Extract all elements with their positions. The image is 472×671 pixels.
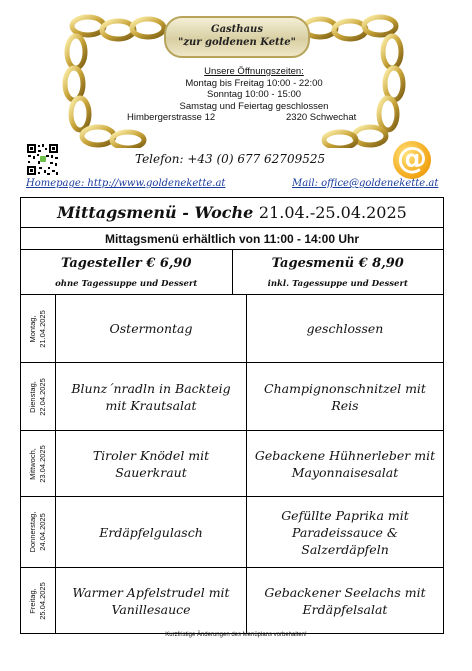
day-label xyxy=(21,431,56,496)
hours-line: Montag bis Freitag 10:00 - 22:00 xyxy=(185,77,323,89)
lunch-menu-table xyxy=(20,197,444,634)
day-date: 21.04.2025 xyxy=(38,309,47,348)
day-label xyxy=(21,497,56,567)
street: Himbergerstrasse 12 xyxy=(127,112,216,123)
menu-title xyxy=(21,198,443,228)
opening-hours-title: Unsere Öffnungszeiten: xyxy=(204,66,304,77)
dish-tagesteller: Tiroler Knödel mit Sauerkraut xyxy=(56,431,247,496)
restaurant-name-line1: Gasthaus xyxy=(211,24,263,35)
dish-tagesteller: Erdäpfelgulasch xyxy=(56,497,247,567)
day-date: 23.04.2025 xyxy=(38,444,47,483)
dish-tagesteller: Blunz´nradln in Backteig mit Krautsalat xyxy=(56,363,247,430)
hours-line: Samstag und Feiertag geschlossen xyxy=(179,100,329,112)
day-name: Dienstag, xyxy=(28,380,37,413)
day-row-monday xyxy=(21,295,443,363)
hours-line: Sonntag 10:00 - 15:00 xyxy=(206,89,302,100)
day-date: 25.04.2025 xyxy=(38,581,47,620)
day-date: 22.04.2025 xyxy=(38,377,47,416)
dish-tagesmenue: Champignonschnitzel mit Reis xyxy=(264,380,426,413)
footer-note: Kurzfristige Änderungen des Menüplans vorbehalten! xyxy=(165,632,307,638)
dish-tagesteller: Ostermontag xyxy=(56,295,247,362)
day-row-wednesday xyxy=(21,431,443,497)
dish-tagesteller: Warmer Apfelstrudel mit Vanillesauce xyxy=(56,568,247,633)
phone-number: Telefon: +43 (0) 677 62709525 xyxy=(135,152,326,166)
dish-tagesmenue: geschlossen xyxy=(306,321,384,336)
day-label xyxy=(21,568,56,633)
col-tagesteller xyxy=(21,250,233,294)
qr-code xyxy=(26,143,59,176)
dish-tagesmenue: Gebackene Hühnerleber mit Mayonnaisesalat xyxy=(254,447,436,480)
menu-dates: 21.04.-25.04.2025 xyxy=(258,203,407,222)
day-row-friday xyxy=(21,568,443,633)
col-tagesmenue xyxy=(233,250,444,294)
day-name: Freitag, xyxy=(28,587,37,614)
dish-tagesmenue: Gefüllte Paprika mit Paradeissauce & Salzerdäpfeln xyxy=(281,507,409,557)
col1-header: Tagesteller € 6,90 xyxy=(60,256,192,271)
menu-title-text: Mittagsmenü - Woche xyxy=(57,203,254,222)
day-name: Montag, xyxy=(28,314,37,343)
day-row-tuesday xyxy=(21,363,443,431)
dish-tagesmenue: Gebackener Seelachs mit Erdäpfelsalat xyxy=(264,584,426,617)
restaurant-name-plaque xyxy=(164,16,310,58)
at-sign-icon: @ xyxy=(393,141,431,179)
menu-availability: Mittagsmenü erhältlich von 11:00 - 14:00 Uhr xyxy=(21,228,443,250)
restaurant-name-line2: "zur goldenen Kette" xyxy=(178,37,296,48)
day-label xyxy=(21,295,56,362)
opening-hours xyxy=(120,66,388,112)
col1-sub: ohne Tagessuppe und Dessert xyxy=(55,279,198,289)
day-row-thursday xyxy=(21,497,443,568)
email-link[interactable]: Mail: office@goldenekette.at xyxy=(292,178,439,189)
col2-header: Tagesmenü € 8,90 xyxy=(271,256,404,271)
day-label xyxy=(21,363,56,430)
col2-sub: inkl. Tagessuppe und Dessert xyxy=(267,279,408,289)
day-name: Donnerstag, xyxy=(28,511,37,553)
day-name: Mittwoch, xyxy=(28,447,37,480)
day-date: 24.04.2025 xyxy=(38,513,47,551)
homepage-link[interactable]: Homepage: http://www.goldenekette.at xyxy=(26,178,226,189)
city: 2320 Schwechat xyxy=(286,112,357,123)
price-header-row xyxy=(21,250,443,295)
